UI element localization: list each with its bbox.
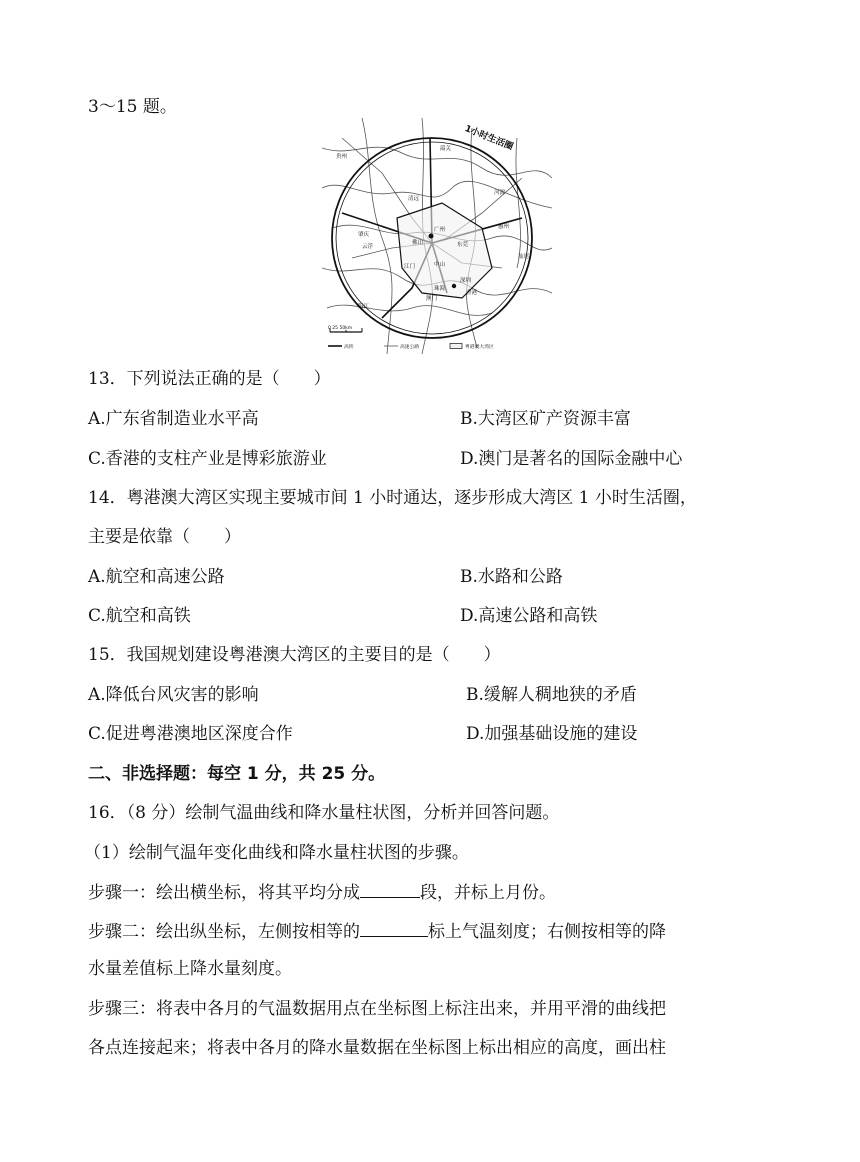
- section-2-heading: 二、非选择题：每空 1 分，共 25 分。: [88, 764, 386, 784]
- step-3-line-cont: 各点连接起来；将表中各月的降水量数据在坐标图上标出相应的高度，画出柱: [88, 1038, 666, 1058]
- q15-option-c: C.促进粤港澳地区深度合作: [88, 724, 293, 744]
- greater-bay-area-map: [322, 118, 552, 354]
- q13-option-c: C.香港的支柱产业是博彩旅游业: [88, 449, 327, 469]
- step-3-line: 步骤三：将表中各月的气温数据用点在坐标图上标注出来，并用平滑的曲线把: [88, 999, 666, 1019]
- bay-area-region: [397, 203, 492, 298]
- q14-option-c: C.航空和高铁: [88, 606, 191, 626]
- legend-rail: 高铁: [344, 345, 354, 350]
- city-label: 贵州: [336, 154, 348, 160]
- q13-option-d: D.澳门是著名的国际金融中心: [460, 449, 683, 469]
- question-14-stem-cont: 主要是依靠（ ）: [88, 527, 241, 547]
- q14-option-d: D.高速公路和高铁: [460, 606, 598, 626]
- city-label: 澳门: [426, 296, 438, 302]
- shenzhen-dot: [452, 284, 456, 288]
- legend-bay-area: 粤港澳大湾区: [465, 345, 494, 350]
- step-1-line: [88, 881, 556, 904]
- guangzhou-dot: [429, 234, 434, 239]
- question-16-stem: 16．（8 分）绘制气温曲线和降水量柱状图，分析并回答问题。: [88, 803, 560, 823]
- step-2-blank[interactable]: [360, 920, 428, 937]
- city-label: 河源: [494, 190, 506, 196]
- question-14-stem: 14．粤港澳大湾区实现主要城市间 1 小时通达，逐步形成大湾区 1 小时生活圈，: [88, 488, 697, 508]
- city-label: 清远: [408, 196, 420, 202]
- city-label: 广州: [434, 227, 446, 233]
- scale-label: 0 25 50km: [328, 326, 353, 331]
- city-label: 惠州: [498, 224, 510, 230]
- step-2-text-b: 标上气温刻度；右侧按相等的降: [428, 922, 666, 942]
- city-label: 珠海: [434, 286, 446, 292]
- question-15-stem: 15．我国规划建设粤港澳大湾区的主要目的是（ ）: [88, 645, 501, 665]
- question-16-sub1: （1）绘制气温年变化曲线和降水量柱状图的步骤。: [84, 843, 469, 863]
- step-2-line-cont: 水量差值标上降水量刻度。: [88, 959, 292, 979]
- map-title: 1小时生活圈: [463, 124, 515, 153]
- legend-highway: 高速公路: [400, 345, 420, 350]
- step-1-blank[interactable]: [360, 881, 420, 898]
- city-label: 香港: [466, 290, 478, 296]
- q14-option-a: A.航空和高速公路: [88, 567, 225, 587]
- city-label: 阳江: [358, 304, 370, 310]
- city-label: 云浮: [362, 244, 374, 250]
- step-1-text-b: 段，并标上月份。: [420, 883, 556, 903]
- question-13-stem: 13．下列说法正确的是（ ）: [88, 369, 331, 389]
- map-legend: [328, 343, 494, 350]
- q13-option-a: A.广东省制造业水平高: [88, 409, 259, 429]
- step-2-line: [88, 920, 666, 943]
- city-label: 佛山: [412, 240, 424, 246]
- q15-option-a: A.降低台风灾害的影响: [88, 685, 259, 705]
- intro-text: 3～15 题。: [88, 97, 177, 117]
- city-label: 韶关: [440, 146, 452, 152]
- q13-option-b: B.大湾区矿产资源丰富: [460, 409, 631, 429]
- city-label: 肇庆: [358, 232, 370, 238]
- city-label: 东莞: [457, 242, 469, 248]
- city-label: 江门: [404, 264, 416, 270]
- step-1-text-a: 步骤一：绘出横坐标，将其平均分成: [88, 883, 360, 903]
- scale-bar: [328, 325, 362, 332]
- city-label: 中山: [434, 262, 446, 268]
- step-2-text-a: 步骤二：绘出纵坐标，左侧按相等的: [88, 922, 360, 942]
- city-label: 深圳: [460, 278, 472, 284]
- q15-option-d: D.加强基础设施的建设: [466, 724, 638, 744]
- q15-option-b: B.缓解人稠地狭的矛盾: [466, 685, 637, 705]
- q14-option-b: B.水路和公路: [460, 567, 563, 587]
- city-label: 汕尾: [518, 254, 530, 260]
